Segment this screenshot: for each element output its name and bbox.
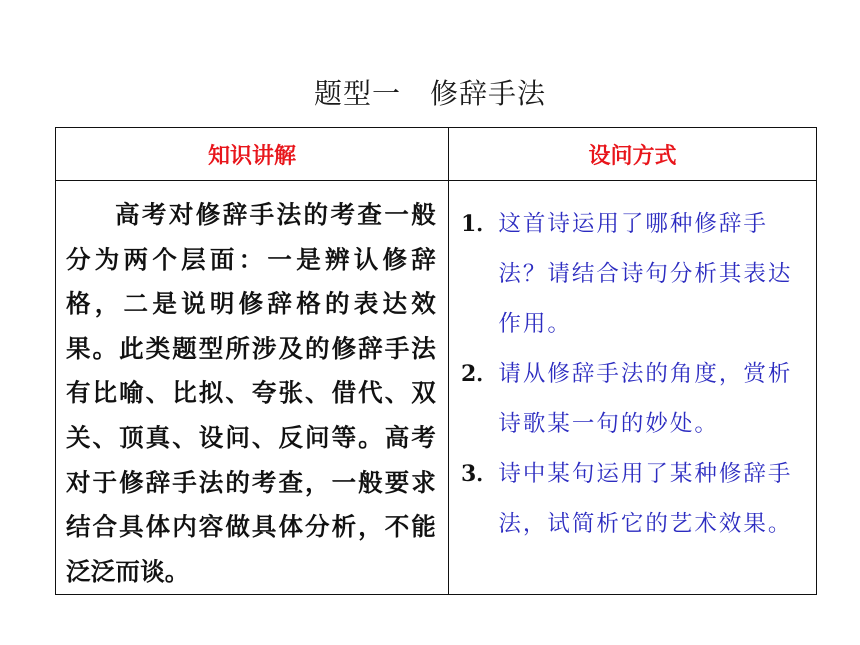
- question-item: [461, 199, 806, 349]
- question-text: 这首诗运用了哪种修辞手法？请结合诗句分析其表达作用。: [498, 211, 793, 337]
- question-text: 请从修辞手法的角度，赏析诗歌某一句的妙处。: [498, 361, 793, 437]
- header-question-types: 设问方式: [449, 128, 817, 181]
- question-number: 3．: [461, 461, 499, 487]
- table-body-row: [56, 181, 817, 595]
- questions-cell: [449, 181, 817, 595]
- header-knowledge: 知识讲解: [56, 128, 449, 181]
- question-item: [461, 449, 806, 549]
- question-text: 诗中某句运用了某种修辞手法，试简析它的艺术效果。: [498, 461, 793, 537]
- knowledge-cell: [56, 181, 449, 595]
- table-header-row: [56, 128, 817, 181]
- content-table: [55, 127, 817, 595]
- question-list: [461, 199, 806, 549]
- question-item: [461, 349, 806, 449]
- page-title: 题型一 修辞手法: [313, 77, 546, 110]
- knowledge-text: 高考对修辞手法的考查一般分为两个层面：一是辨认修辞格，二是说明修辞格的表达效果。此类题型所涉及的修辞手法有比喻、比拟、夸张、借代、双关、顶真、设问、反问等。高考对于修辞手法的考查，一般要求结合具体内容做具体分析，不能泛泛而谈。: [66, 200, 436, 586]
- question-number: 2．: [461, 361, 499, 387]
- question-number: 1．: [461, 211, 499, 237]
